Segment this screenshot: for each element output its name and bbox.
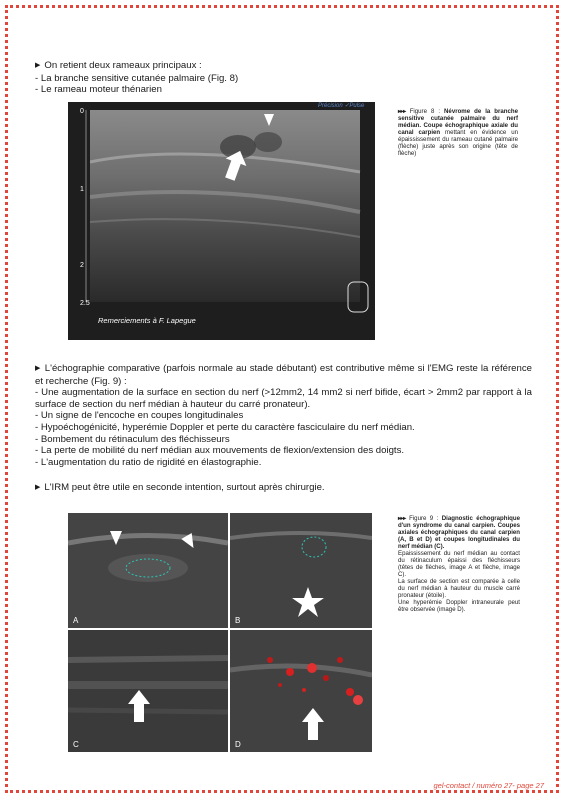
intro-block xyxy=(35,60,495,96)
panel-label-d: D xyxy=(235,740,241,749)
panel-d-graphic xyxy=(230,630,372,752)
intro-line-3: - Le rameau moteur thénarien xyxy=(35,84,162,96)
page-footer: gel-contact / numéro 27- page 27 xyxy=(433,781,544,790)
figure-9-caption xyxy=(398,515,520,613)
paragraph-2-item: - Hypoéchogénicité, hyperémie Doppler et perte du caractère fasciculaire du nerf médian. xyxy=(35,421,415,433)
ultrasound-brand-overlay: Précision ✓Pulse xyxy=(318,103,365,109)
paragraph-3 xyxy=(35,482,532,495)
panel-label-a: A xyxy=(73,616,79,625)
intro-line-1: ▶ On retient deux rameaux principaux : xyxy=(35,60,495,73)
figure-8-caption xyxy=(398,108,518,157)
panel-c-graphic xyxy=(68,630,228,752)
depth-label-1: 1 xyxy=(80,186,84,193)
figure-8-caption-title: Névrome de la branche sensitive cutanée palmaire du nerf médian. Coupe échographique axiale du canal carpien xyxy=(398,108,518,136)
figure-8-ultrasound-image xyxy=(68,102,375,340)
panel-b-graphic xyxy=(230,513,372,628)
figure-9-caption-body-1: Epaississement du nerf médian au contact du rétinaculum épaissi des fléchisseurs (têtes de flèches, image A et flèche, image C). xyxy=(398,550,520,578)
caption-arrows-icon: ▸▸▸ xyxy=(398,108,406,115)
figure-9-panel-c xyxy=(68,630,228,752)
caption-arrows-icon: ▸▸▸ xyxy=(398,515,406,522)
depth-label-2: 2 xyxy=(80,262,84,269)
panel-label-c: C xyxy=(73,740,79,749)
figure-9-panel-a xyxy=(68,513,228,628)
figure-9-caption-body-3: Une hyperémie Doppler intraneurale peut être observée (image D). xyxy=(398,599,520,613)
paragraph-2-item: - Un signe de l'encoche en coupes longitudinales xyxy=(35,410,244,422)
depth-label-0: 0 xyxy=(80,108,84,115)
intro-line-2: - La branche sensitive cutanée palmaire (Fig. 8) xyxy=(35,72,239,84)
paragraph-2-item: - L'augmentation du ratio de rigidité en élastographie. xyxy=(35,456,262,468)
figure-9-panel-b xyxy=(230,513,372,628)
paragraph-2-item: - La perte de mobilité du nerf médian aux mouvements de flexion/extension des doigts. xyxy=(35,445,405,457)
figure-9-caption-body-2: La surface de section est comparée à celle du nerf médian à hauteur du muscle carré pronateur (étoile). xyxy=(398,578,520,599)
paragraph-2 xyxy=(35,363,532,468)
figure-8-credit: Remerciements à F. Lapegue xyxy=(98,316,196,325)
panel-label-b: B xyxy=(235,616,241,625)
paragraph-2-item: - Bombement du rétinaculum des fléchisseurs xyxy=(35,433,230,445)
panel-a-graphic xyxy=(68,513,228,628)
figure-9-panel-d xyxy=(230,630,372,752)
paragraph-2-item: - Une augmentation de la surface en section du nerf (>12mm2, 14 mm2 si nerf bifide, écart > 2mm2 par rapport à la surface de section du nerf médian à hauteur du carré pronateur). xyxy=(35,387,532,410)
paragraph-2-lead: ▶ L'échographie comparative (parfois normale au stade débutant) est contributive même si l'EMG reste la référence et recherche (Fig. 9) : xyxy=(35,363,532,387)
depth-label-2-5: 2.5 xyxy=(80,300,90,307)
paragraph-3-text: ▶ L'IRM peut être utile en seconde intention, surtout après chirurgie. xyxy=(35,482,532,495)
figure-9-caption-label: Figure 9 : xyxy=(409,515,439,522)
figure-8-ultrasound-graphic xyxy=(68,102,375,340)
figure-8-caption-label: Figure 8 : xyxy=(409,108,441,115)
figure-8-caption-body: mettant en évidence un épaississement du rameau cutané palmaire (flèche) juste après son origine (tête de flèche) xyxy=(398,129,518,157)
figure-9-caption-title: Diagnostic échographique d'un syndrome du canal carpien. Coupes axiales échographiques du canal carpien (A, B et D) et coupes longitudinales du nerf médian (C). xyxy=(398,515,520,550)
